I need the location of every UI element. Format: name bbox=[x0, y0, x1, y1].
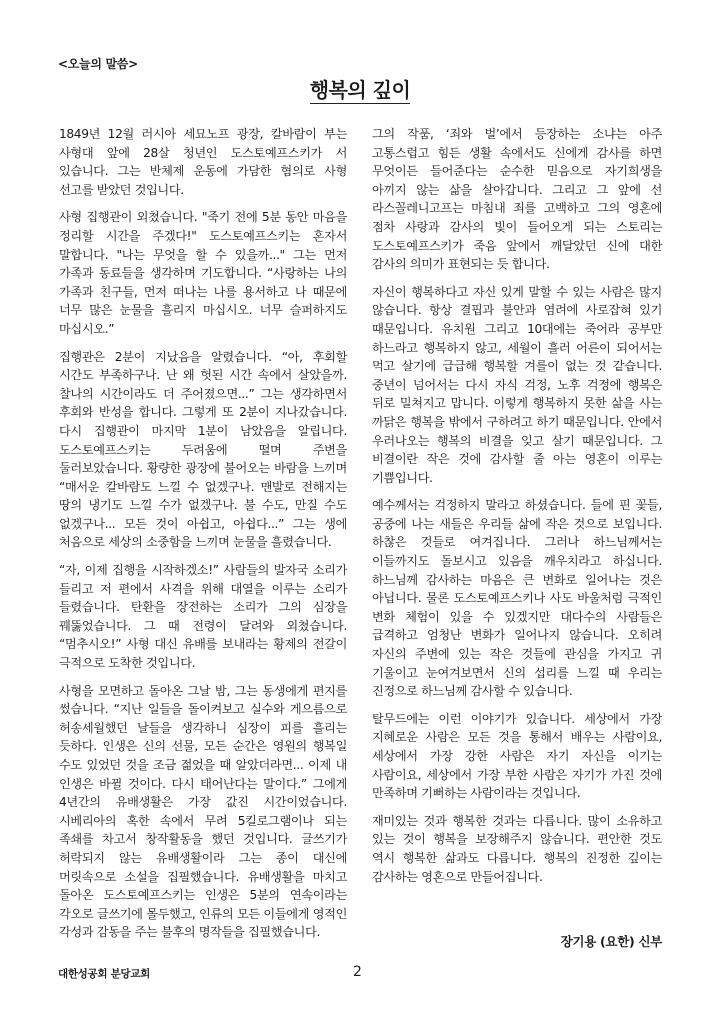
author-signature: 장기용 (요한) 신부 bbox=[560, 934, 662, 949]
paragraph: “자, 이제 집행을 시작하겠소!” 사람들의 발자국 소리가 들리고 저 편에서 사격을 위해 대열을 이루는 소리가 들렸습니다. 탄환을 장전하는 소리가 그의 심장을 꿰뚫었습니다. 그 때 전령이 달려와 외쳤습니다. “멈추시오!” 사형 대신 유배를 보내라는 황제의 전갈이 극적으로 도착한 것입니다. bbox=[59, 563, 347, 671]
right-column bbox=[372, 125, 662, 895]
paragraph: 예수께서는 걱정하지 말라고 하셨습니다. 들에 핀 꽃들, 공중에 나는 새들은 우리들 삶에 작은 것으로 보입니다. 하찮은 것들로 여겨집니다. 그러나 하느님께서는 이들까지도 돌보시고 있음을 깨우치라고 하십니다. 하느님께 감사하는 마음은 큰 변화로 일어나는 것은 아닙니다. 물론 도스토예프스키나 사도 바울처럼 극적인 변화 체험이 있을 수 있겠지만 대다수의 사람들은 급격하고 엄청난 변화가 일어나지 않습니다. 오히려 자신의 주변에 있는 작은 것들에 관심을 가지고 귀 기울이고 눈여겨보면서 신의 섭리를 느낄 때 우리는 진정으로 하느님께 감사할 수 있습니다. bbox=[372, 498, 662, 699]
church-name: 대한성공회 분당교회 bbox=[58, 968, 150, 980]
paragraph: 재미있는 것과 행복한 것과는 다릅니다. 많이 소유하고 있는 것이 행복을 보장해주지 않습니다. 편안한 것도 역시 행복한 삶과도 다릅니다. 행복의 진정한 깊이는 감사하는 영혼으로 만들어집니다. bbox=[372, 813, 662, 884]
paragraph: 집행관은 2분이 지났음을 알렸습니다. “아, 후회할 시간도 부족하구나. 난 왜 헛된 시간 속에서 살았을까. 찰나의 시간이라도 더 주어졌으면...” 그는 생각하면서 후회와 반성을 합니다. 그렇게 또 2분이 지나갔습니다. 다시 집행관이 마지막 1분이 남았음을 알립니다. 도스토예프스키는 두려움에 떨며 주변을 둘러보았습니다. 황량한 광장에 불어오는 바람을 느끼며 “매서운 칼바람도 느낄 수 없겠구나. 맨발로 전해지는 땅의 냉기도 느낄 수가 없겠구나. 불 수도, 만질 수도 없겠구나... 모든 것이 아쉽고, 아쉽다...” 그는 생에 처음으로 세상의 소중함을 느끼며 눈물을 흘렸습니다. bbox=[59, 349, 347, 550]
left-column bbox=[59, 125, 347, 951]
article-title bbox=[0, 74, 720, 103]
section-header: <오늘의 말씀> bbox=[58, 57, 138, 71]
paragraph: 사형을 모면하고 돌아온 그날 밤, 그는 동생에게 편지를 썼습니다. “지난 일들을 돌이켜보고 실수와 게으름으로 허송세월했던 날들을 생각하니 심장이 피를 흘리는 듯하다. 인생은 신의 선물, 모든 순간은 영원의 행복일 수도 있었던 것을 조금 젊었을 때 알았더라면... 이제 내 인생은 바뀔 것이다. 다시 태어난다는 말이다.” 그에게 4년간의 유배생활은 가장 값진 시간이었습니다. 시베리아의 혹한 속에서 무려 5킬로그램이나 되는 족쇄를 차고서 창작활동을 했던 것입니다. 글쓰기가 허락되지 않는 유배생활이라 그는 종이 대신에 머릿속으로 소설을 집필했습니다. 유배생활을 마치고 돌아온 도스토예프스키는 인생은 5분의 연속이라는 각오로 글쓰기에 몰두했고, 인류의 모든 이들에게 영적인 각성과 감동을 주는 불후의 명작들을 집필했습니다. bbox=[59, 683, 347, 940]
paragraph: 그의 작품, ‘죄와 벌’에서 등장하는 소냐는 아주 고통스럽고 힘든 생활 속에서도 신에게 감사를 하면 무엇이든 들어준다는 순수한 믿음으로 자기희생을 아끼지 않는 삶을 살아갑니다. 그리고 그 앞에 선 라스꼴레니고프는 마침내 죄를 고백하고 그의 영혼에 점차 사랑과 감사의 빛이 들어오게 되는 스토리는 도스토예프스키가 죽음 앞에서 깨달았던 신에 대한 감사의 의미가 표현되는 듯 합니다. bbox=[372, 127, 662, 272]
paragraph: 1849년 12월 러시아 세묘노프 광장, 칼바람이 부는 사형대 앞에 28살 청년인 도스토예프스키가 서 있습니다. 그는 반체제 운동에 가담한 혐의로 사형 선고를 받았던 것입니다. bbox=[59, 127, 347, 197]
paragraph: 탈무드에는 이런 이야기가 있습니다. 세상에서 가장 지혜로운 사람은 모든 것을 통해서 배우는 사람이요, 세상에서 가장 강한 사람은 자기 자신을 이기는 사람이요, 세상에서 가장 부한 사람은 자기가 가진 것에 만족하며 기뻐하는 사람이라는 것입니다. bbox=[372, 711, 662, 801]
article-title-text: 행복의 깊이 bbox=[309, 78, 411, 102]
paragraph: 자신이 행복하다고 자신 있게 말할 수 있는 사람은 많지 않습니다. 항상 결핍과 불안과 염려에 사로잡혀 있기 때문입니다. 유치원 그리고 10대에는 죽어라 공부만 하느라고 행복하지 않고, 세월이 흘러 어른이 되어서는 먹고 살기에 급급해 행복할 겨를이 없는 것 같습니다. 중년이 넘어서는 다시 자식 걱정, 노후 걱정에 행복은 뒤로 밀쳐지고 맙니다. 이렇게 행복하지 못한 삶을 사는 까닭은 행복을 밖에서 구하려고 하기 때문입니다. 안에서 우러나오는 행복의 비결을 잊고 살기 때문입니다. 그 비결이란 작은 것에 감사할 줄 아는 영혼이 이루는 기쁨입니다. bbox=[372, 284, 662, 485]
paragraph: 사형 집행관이 외쳤습니다. "죽기 전에 5분 동안 마음을 정리할 시간을 주겠다!" 도스토예프스키는 혼자서 말합니다. "나는 무엇을 할 수 있을까..." 그는 먼저 가족과 동료들을 생각하며 기도합니다. “사랑하는 나의 가족과 친구들, 먼저 떠나는 나를 용서하고 나 때문에 너무 많은 눈물을 흘리지 마십시오. 너무 슬퍼하지도 마십시오.” bbox=[59, 210, 347, 336]
page-number: 2 bbox=[353, 964, 362, 980]
